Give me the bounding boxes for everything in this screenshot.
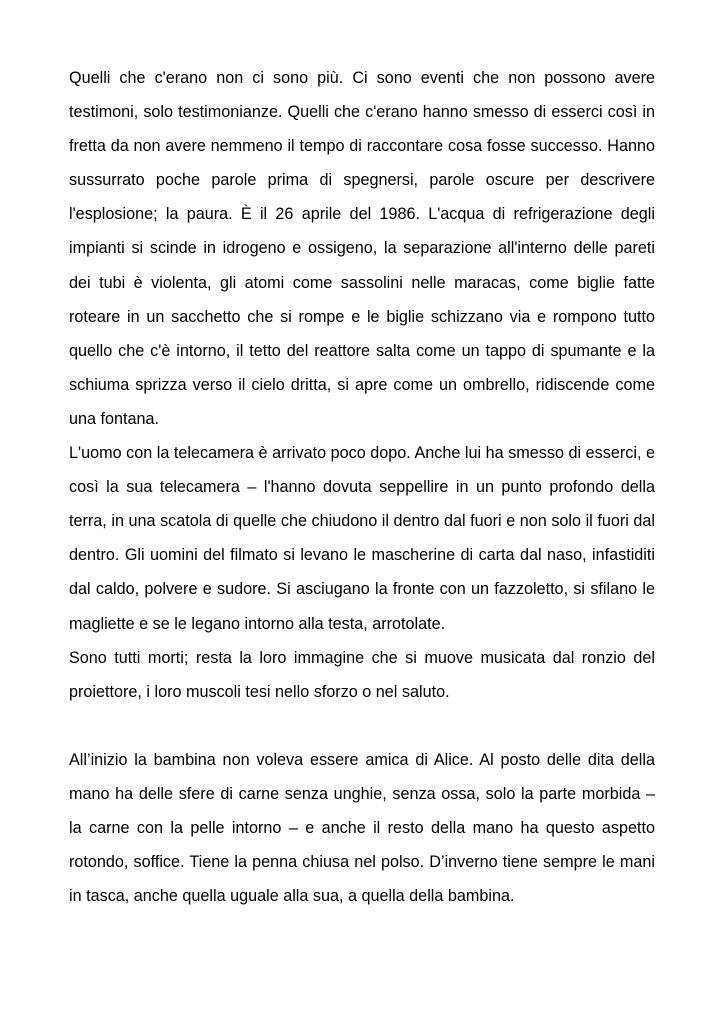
paragraph-chernobyl-explosion: Quelli che c'erano non ci sono più. Ci sono eventi che non possono avere testimoni, solo testimonianze. Quelli che c'erano hanno smesso di esserci così in fretta da non avere nemmeno il tempo di raccontare cosa fosse successo. Hanno sussurrato poche parole prima di spegnersi, parole oscure per descrivere l'esplosione; la paura. È il 26 aprile del 1986. L'acqua di refrigerazione degli impianti si scinde in idrogeno e ossigeno, la separazione all'interno delle pareti dei tubi è violenta, gli atomi come sassolini nelle maracas, come biglie fatte roteare in un sacchetto che si rompe e le biglie schizzano via e rompono tutto quello che c'è intorno, il tetto del reattore salta come un tappo di spumante e la schiuma sprizza verso il cielo dritta, si apre come un ombrello, ridiscende come una fontana. [69,69,655,428]
document-page [69,61,655,913]
paragraph-alice: All’inizio la bambina non voleva essere amica di Alice. Al posto delle dita della mano ha delle sfere di carne senza unghie, senza ossa, solo la parte morbida – la carne con la pelle intorno – e anche il resto della mano ha questo aspetto rotondo, soffice. Tiene la penna chiusa nel polso. D’inverno tiene sempre le mani in tasca, anche quella uguale alla sua, a quella della bambina. [69,750,655,906]
paragraph-cameraman: L'uomo con la telecamera è arrivato poco dopo. Anche lui ha smesso di esserci, e così la sua telecamera – l'hanno dovuta seppellire in un punto profondo della terra, in una scatola di quelle che chiudono il dentro dal fuori e non solo il fuori dal dentro. Gli uomini del filmato si levano le mascherine di carta dal naso, infastiditi dal caldo, polvere e sudore. Si asciugano la fronte con un fazzoletto, si sfilano le magliette e se le legano intorno alla testa, arrotolate. [69,444,655,633]
section-break [69,709,655,743]
paragraph-all-dead: Sono tutti morti; resta la loro immagine che si muove musicata dal ronzio del proiettore, i loro muscoli tesi nello sforzo o nel saluto. [69,648,655,701]
